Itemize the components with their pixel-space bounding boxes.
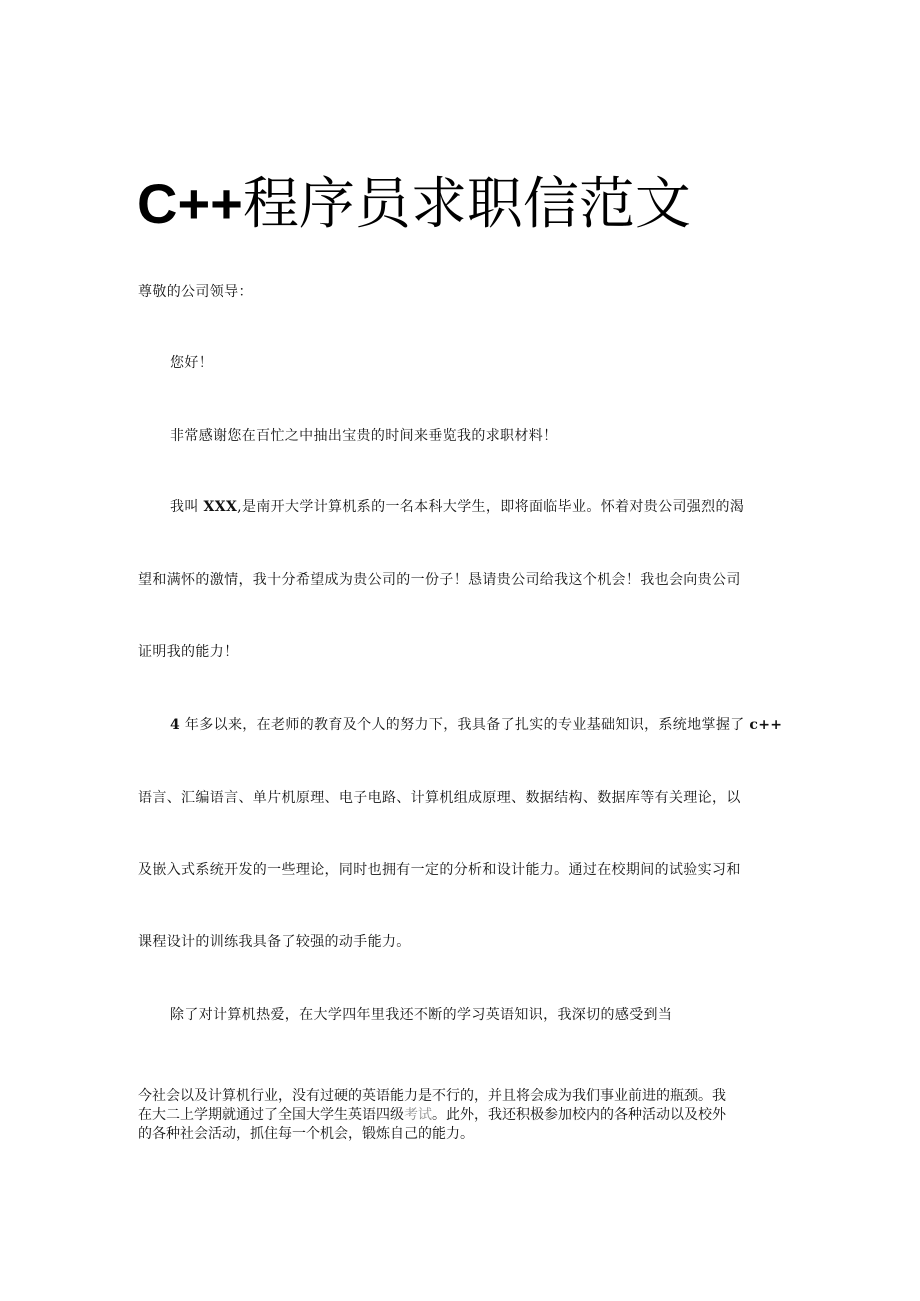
skills-line-1-rest: 年多以来，在老师的教育及个人的努力下，我具备了扎实的专业基础知识，系统地掌握了 (180, 717, 750, 733)
cpp-term: c++ (749, 717, 783, 733)
english-row-2 (138, 1106, 788, 1125)
years-number: 4 (170, 717, 181, 733)
skills-line-4: 课程设计的训练我具备了较强的动手能力。 (138, 934, 411, 950)
intro-line-3: 证明我的能力！ (138, 644, 239, 660)
skills-line-3: 及嵌入式系统开发的一些理论，同时也拥有一定的分析和设计能力。通过在校期间的试验实习和 (138, 862, 741, 878)
title-latin-part: C++ (137, 172, 243, 235)
applicant-name: XXX (203, 499, 238, 515)
title-chinese-part: 程序员求职信范文 (242, 172, 691, 237)
intro-prefix: 我叫 (170, 499, 204, 515)
salutation: 尊敬的公司领导： (138, 284, 253, 300)
english-row-1: 今社会以及计算机行业，没有过硬的英语能力是不行的，并且将会成为我们事业前进的瓶颈。我 (138, 1088, 726, 1104)
intro-line-1 (170, 497, 744, 517)
thanks-paragraph: 非常感谢您在百忙之中抽出宝贵的时间来垂览我的求职材料！ (170, 428, 558, 444)
exam-link[interactable]: 考试 (404, 1107, 432, 1123)
document-title (137, 168, 691, 241)
english-row-2-after: 。此外，我还积极参加校内的各种活动以及校外 (432, 1107, 726, 1123)
intro-line-1-rest: ,是南开大学计算机系的一名本科大学生，即将面临毕业。怀着对贵公司强烈的渴 (237, 499, 745, 515)
english-row-3: 的各种社会活动，抓住每一个机会，锻炼自己的能力。 (138, 1126, 474, 1142)
intro-line-2: 望和满怀的激情，我十分希望成为贵公司的一份子！恳请贵公司给我这个机会！我也会向贵公司 (138, 572, 741, 588)
greeting: 您好！ (170, 355, 214, 371)
english-row-2-before: 在大二上学期就通过了全国大学生英语四级 (138, 1107, 404, 1123)
skills-line-1 (170, 715, 782, 735)
english-paragraph-block (138, 1087, 788, 1144)
skills-line-2: 语言、汇编语言、单片机原理、电子电路、计算机组成原理、数据结构、数据库等有关理论，以 (138, 790, 741, 806)
english-line-1: 除了对计算机热爱，在大学四年里我还不断的学习英语知识，我深切的感受到当 (170, 1007, 673, 1023)
